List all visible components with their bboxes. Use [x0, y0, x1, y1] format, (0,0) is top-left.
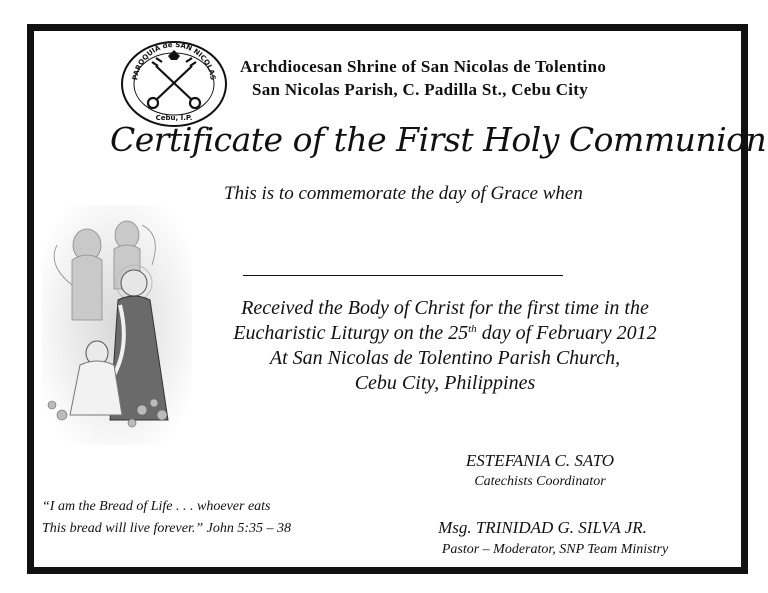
statement-line2	[200, 321, 690, 346]
first-communion-illustration	[42, 205, 192, 445]
parish-seal-logo	[120, 40, 228, 128]
intro-text: This is to commemorate the day of Grace when	[224, 183, 583, 204]
statement-line2-end: day of February 2012	[476, 322, 657, 344]
pastor-name: Msg. TRINIDAD G. SILVA JR.	[438, 518, 647, 537]
communion-statement	[200, 296, 690, 396]
quote-line1: “I am the Bread of Life . . . whoever eats	[42, 499, 271, 514]
recipient-name-line	[243, 275, 563, 276]
coordinator-title: Catechists Coordinator	[474, 474, 606, 489]
certificate-title: Certificate of the First Holy Communion	[110, 120, 767, 159]
statement-line1: Received the Body of Christ for the first time in the	[241, 297, 649, 319]
statement-line4: Cebu City, Philippines	[354, 372, 536, 394]
seal-ring-text: PAROQUIA de SAN NICOLAS	[131, 40, 217, 81]
ordinal-suffix: th	[468, 323, 477, 335]
bible-quote	[42, 496, 291, 540]
parish-name-line1: Archdiocesan Shrine of San Nicolas de Tolentino	[240, 57, 607, 76]
quote-line2: This bread will live forever.” John 5:35 – 38	[42, 521, 291, 536]
parish-address-line2: San Nicolas Parish, C. Padilla St., Cebu City	[252, 80, 589, 99]
coordinator-name: ESTEFANIA C. SATO	[465, 451, 615, 470]
pastor-title: Pastor – Moderator, SNP Team Ministry	[441, 542, 669, 557]
statement-line2-start: Eucharistic Liturgy on the 25	[233, 322, 469, 344]
seal-bottom-text: Cebu, I.P.	[155, 114, 193, 122]
statement-line3: At San Nicolas de Tolentino Parish Church,	[269, 347, 621, 369]
